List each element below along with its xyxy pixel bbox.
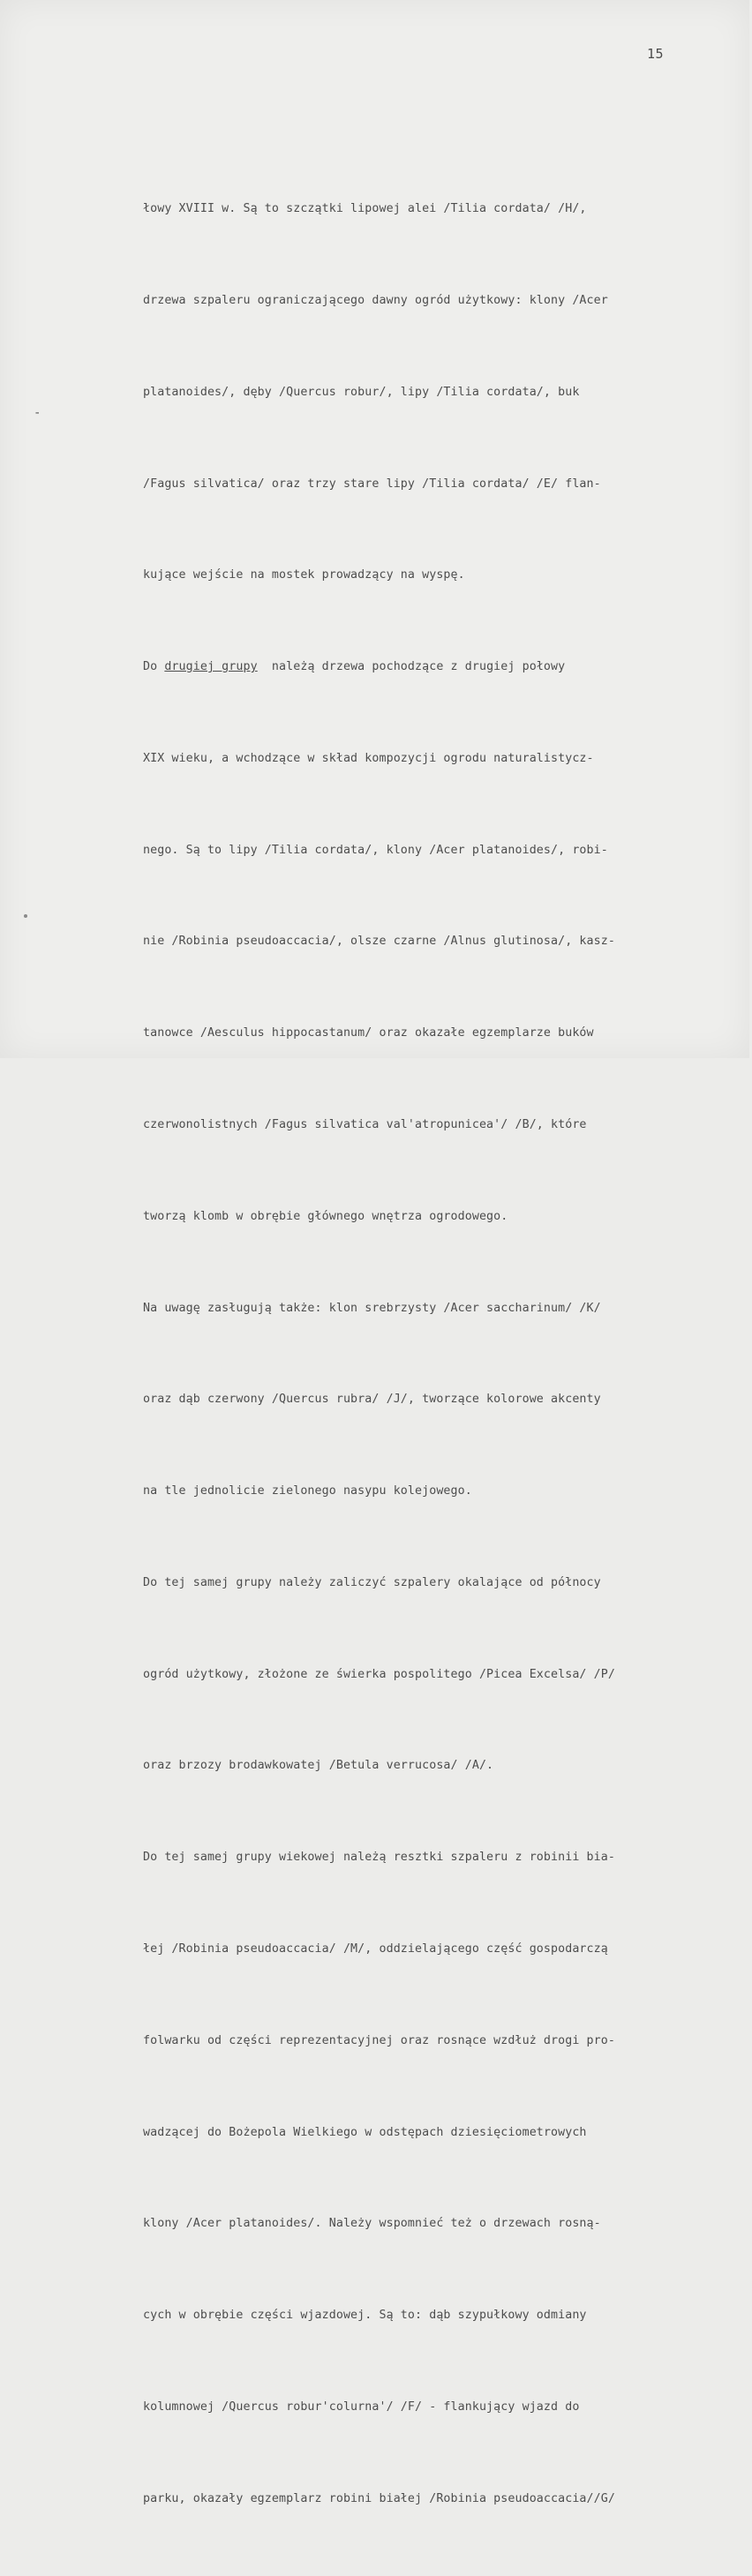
text-line-25: kolumnowej /Quercus robur'colurna'/ /F/ - flankujący wjazd do <box>143 2400 580 2414</box>
text-line-18: oraz brzozy brodawkowatej /Betula verrucosa/ /A/. <box>143 1759 494 1773</box>
text-line-11: czerwonolistnych /Fagus silvatica val'atropunicea'/ /B/, które <box>143 1118 587 1131</box>
text-line-20: łej /Robinia pseudoaccacia/ /M/, oddzielającego część gospodarczą <box>143 1942 608 1956</box>
text-line-9: nie /Robinia pseudoaccacia/, olsze czarne /Alnus glutinosa/, kasz- <box>143 935 615 949</box>
line6-after: należą drzewa pochodzące z drugiej połowy <box>257 660 566 674</box>
page-number: 15 <box>647 46 665 62</box>
text-line-1: łowy XVIII w. Są to szczątki lipowej alei /Tilia cordata/ /H/, <box>143 202 587 216</box>
text-line-21: folwarku od części reprezentacyjnej oraz rosnące wzdłuż drogi pro- <box>143 2033 615 2047</box>
text-line-19: Do tej samej grupy wiekowej należą resztki szpaleru z robinii bia- <box>143 1851 615 1865</box>
text-line-8: nego. Są to lipy /Tilia cordata/, klony /Acer platanoides/, robi- <box>143 843 608 857</box>
underlined-phrase: drugiej grupy <box>164 660 258 674</box>
text-line-7: XIX wieku, a wchodzące w skład kompozycji ogrodu naturalistycz- <box>143 751 594 765</box>
text-line-23: klony /Acer platanoides/. Należy wspomnieć też o drzewach rosną- <box>143 2217 601 2231</box>
text-line-5: kujące wejście na mostek prowadzący na wyspę. <box>143 568 465 582</box>
text-line-3: platanoides/, dęby /Quercus robur/, lipy /Tilia cordata/, buk <box>143 385 580 399</box>
text-line-26: parku, okazały egzemplarz robini białej /Robinia pseudoaccacia//G/ <box>143 2491 615 2505</box>
text-line-13: Na uwagę zasługują także: klon srebrzysty /Acer saccharinum/ /K/ <box>143 1301 601 1315</box>
text-line-15: na tle jednolicie zielonego nasypu kolejowego. <box>143 1484 472 1498</box>
margin-dot <box>24 914 27 918</box>
text-line-24: cych w obrębie części wjazdowej. Są to: dąb szypułkowy odmiany <box>143 2309 587 2323</box>
text-line-4: /Fagus silvatica/ oraz trzy stare lipy /Tilia cordata/ /E/ flan- <box>143 477 601 491</box>
text-line-10: tanowce /Aesculus hippocastanum/ oraz okazałe egzemplarze buków <box>143 1026 594 1040</box>
text-line-22: wadzącej do Bożepola Wielkiego w odstępach dziesięciometrowych <box>143 2125 587 2139</box>
body-text <box>143 133 752 2576</box>
text-line-17: ogród użytkowy, złożone ze świerka pospolitego /Picea Excelsa/ /P/ <box>143 1667 615 1681</box>
text-line-16: Do tej samej grupy należy zaliczyć szpalery okalające od północy <box>143 1575 601 1589</box>
margin-mark: - <box>34 406 41 420</box>
line6-before: Do <box>143 660 165 674</box>
text-line-6 <box>143 652 752 683</box>
text-line-14: oraz dąb czerwony /Quercus rubra/ /J/, tworzące kolorowe akcenty <box>143 1393 601 1407</box>
text-line-2: drzewa szpaleru ograniczającego dawny ogród użytkowy: klony /Acer <box>143 293 608 307</box>
text-line-12: tworzą klomb w obrębie głównego wnętrza ogrodowego. <box>143 1209 508 1223</box>
